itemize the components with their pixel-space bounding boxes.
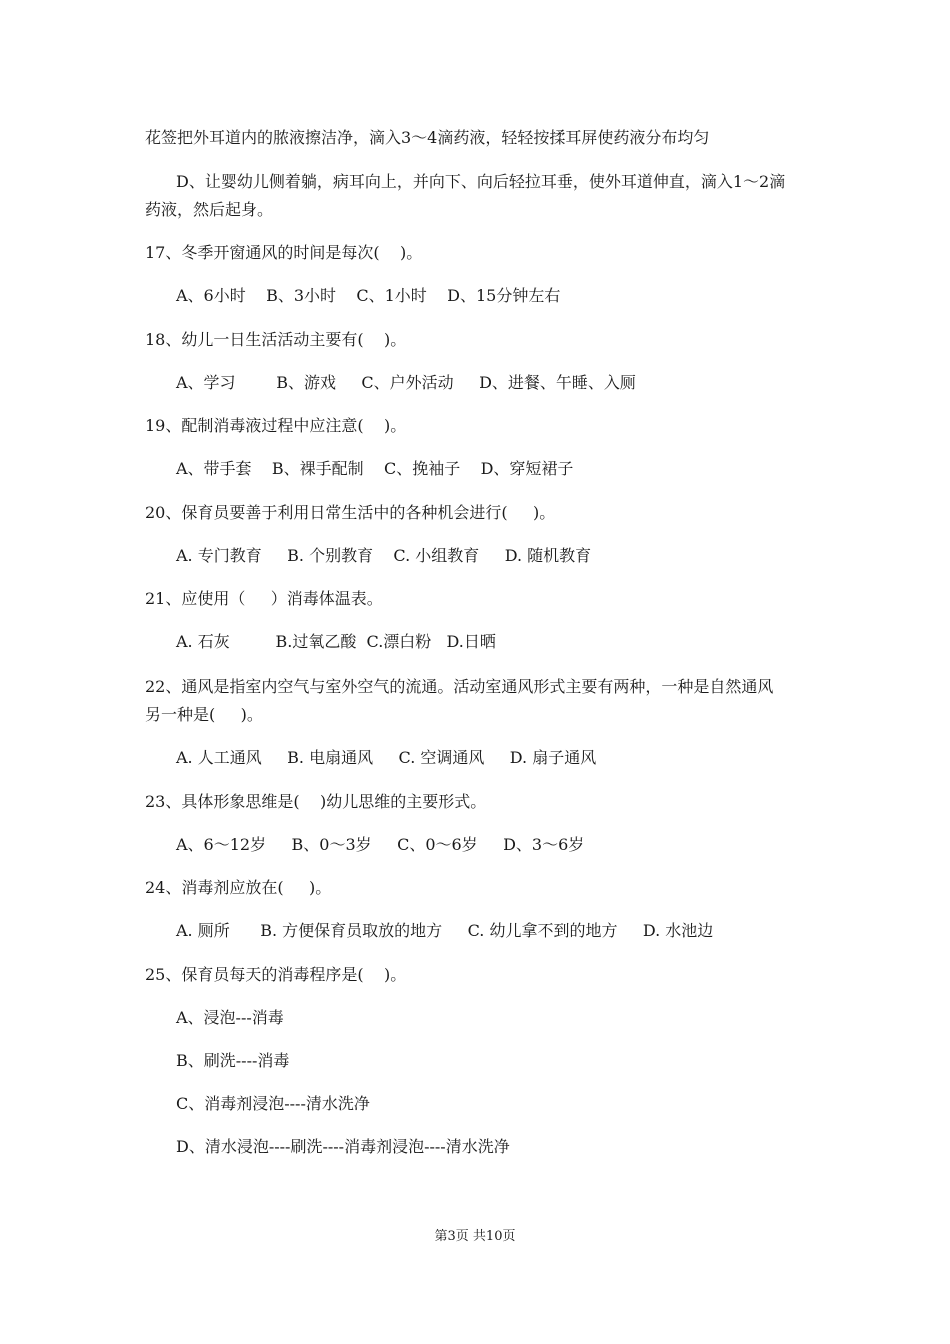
question-text: 花签把外耳道内的脓液擦洁净，滴入3～4滴药液，轻轻按揉耳屏使药液分布均匀	[145, 128, 710, 147]
option-text: D、让婴幼儿侧着躺，病耳向上，并向下、向后轻拉耳垂，使外耳道伸直，滴入1～2滴	[176, 172, 786, 191]
question-text: 18、幼儿一日生活活动主要有( )。	[145, 330, 407, 349]
option-text: A、6小时 B、3小时 C、1小时 D、15分钟左右	[176, 286, 561, 305]
question-text: 17、冬季开窗通风的时间是每次( )。	[145, 243, 423, 262]
question-text: 25、保育员每天的消毒程序是( )。	[145, 965, 407, 984]
option-text: A. 石灰 B.过氧乙酸 C.漂白粉 D.日晒	[176, 632, 496, 651]
question-text: 22、通风是指室内空气与室外空气的流通。活动室通风形式主要有两种，一种是自然通风	[145, 677, 774, 696]
option-text: A. 专门教育 B. 个别教育 C. 小组教育 D. 随机教育	[176, 546, 592, 565]
question-text: 24、消毒剂应放在( )。	[145, 878, 332, 897]
question-text: 23、具体形象思维是( )幼儿思维的主要形式。	[145, 792, 487, 811]
page-number: 第3页 共10页	[434, 1229, 516, 1244]
option-text: 药液，然后起身。	[145, 200, 274, 219]
question-text: 20、保育员要善于利用日常生活中的各种机会进行( )。	[145, 503, 556, 522]
question-text: 19、配制消毒液过程中应注意( )。	[145, 416, 407, 435]
option-text: A、带手套 B、裸手配制 C、挽袖子 D、穿短裙子	[176, 459, 574, 478]
option-text: B、刷洗----消毒	[176, 1051, 290, 1070]
question-text: 21、应使用（ ）消毒体温表。	[145, 589, 383, 608]
option-text: A、6～12岁 B、0～3岁 C、0～6岁 D、3～6岁	[176, 835, 585, 854]
option-text: A、学习 B、游戏 C、户外活动 D、进餐、午睡、入厕	[176, 373, 636, 392]
option-text: A、浸泡---消毒	[176, 1008, 284, 1027]
option-text: D、清水浸泡----刷洗----消毒剂浸泡----清水洗净	[176, 1137, 510, 1156]
option-text: A. 人工通风 B. 电扇通风 C. 空调通风 D. 扇子通风	[176, 748, 597, 767]
question-text: 另一种是( )。	[145, 705, 263, 724]
option-text: C、消毒剂浸泡----清水洗净	[176, 1094, 370, 1113]
option-text: A. 厕所 B. 方便保育员取放的地方 C. 幼儿拿不到的地方 D. 水池边	[176, 921, 714, 940]
